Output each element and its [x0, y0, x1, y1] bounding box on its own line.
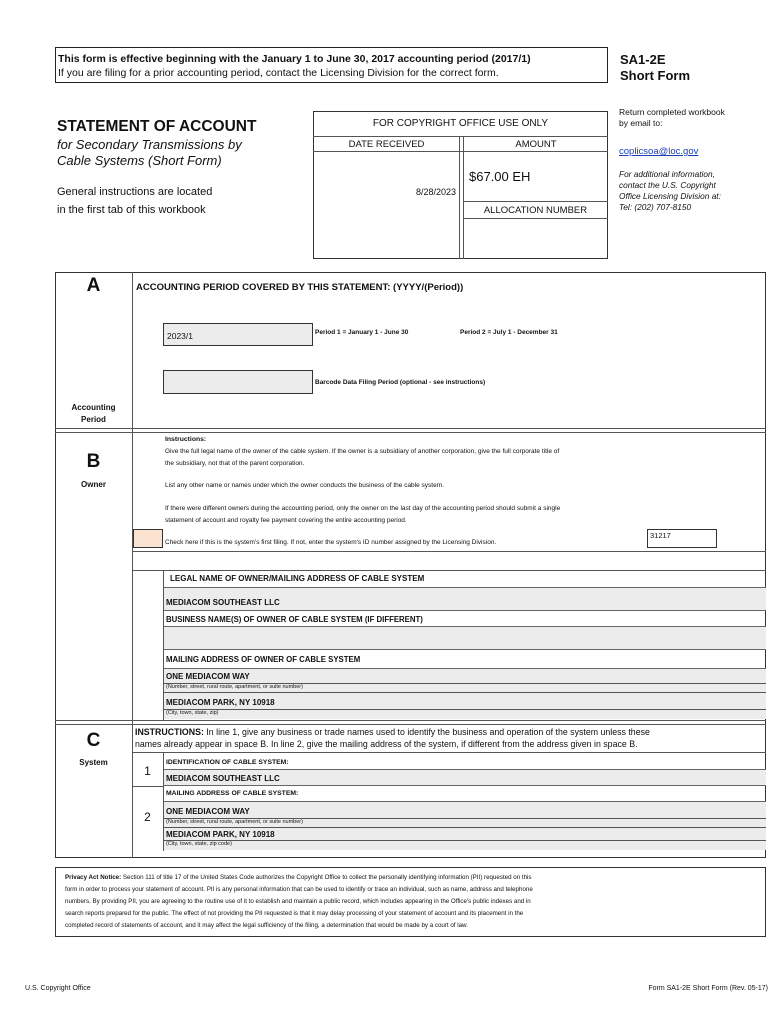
system-instructions-1: [135, 727, 650, 737]
section-a-letter: A: [86, 275, 101, 296]
allocation-number-label: ALLOCATION NUMBER: [483, 205, 588, 216]
contact-info-1: For additional information,: [619, 169, 715, 179]
system-id-value: 31217: [650, 531, 671, 540]
system-city-hint: (City, town, state, zip code): [166, 841, 232, 847]
office-use-box: [313, 111, 608, 259]
system-line-2-number: 2: [144, 810, 151, 824]
form-type: Short Form: [620, 68, 691, 83]
system-id-label: IDENTIFICATION OF CABLE SYSTEM:: [166, 759, 289, 766]
barcode-period-label: Barcode Data Filing Period (optional - see instructions): [315, 379, 486, 386]
system-city-value: MEDIACOM PARK, NY 10918: [166, 830, 275, 839]
accounting-period-value: 2023/1: [167, 331, 193, 341]
legal-name-label: LEGAL NAME OF OWNER/MAILING ADDRESS OF CABLE SYSTEM: [170, 574, 425, 583]
amount-value: $67.00 EH: [469, 169, 531, 184]
system-mailing-field[interactable]: [164, 801, 766, 850]
notice-line1: This form is effective beginning with the January 1 to June 30, 2017 accounting period (2017/1): [58, 53, 531, 65]
business-names-field[interactable]: [164, 626, 766, 650]
privacy-bold: Privacy Act Notice:: [65, 874, 122, 881]
owner-city-hint: (City, town, state, zip): [166, 710, 219, 716]
notice-line2: If you are filing for a prior accounting period, contact the Licensing Division for the correct form.: [58, 67, 499, 79]
owner-city-value: MEDIACOM PARK, NY 10918: [166, 698, 275, 707]
system-street-hint: (Number, street, rural route, apartment, or suite number): [166, 819, 303, 825]
contact-info-3: Office Licensing Division at:: [619, 191, 721, 201]
return-instructions-1: Return completed workbook: [619, 107, 725, 117]
privacy-line-5: completed record of statements of account, and it may affect the legal sufficiency of the filing, a determination that would be made by a court of law.: [65, 922, 468, 929]
date-received-label: DATE RECEIVED: [348, 139, 425, 150]
privacy-line-4: search reports prepared for the public. The effect of not providing the PII requested is that it may delay processing of your statement of account and its placement in the: [65, 910, 524, 917]
footer-right: Form SA1-2E Short Form (Rev. 05-17): [648, 985, 768, 992]
page-subtitle-2: Cable Systems (Short Form): [57, 153, 222, 168]
page-title: STATEMENT OF ACCOUNT: [57, 118, 257, 135]
owner-instructions-heading: Instructions:: [165, 436, 207, 443]
system-street-value: ONE MEDIACOM WAY: [166, 807, 250, 816]
system-instructions-text: In line 1, give any business or trade names used to identify the business and operation of the system unless these: [203, 727, 650, 737]
owner-mailing-field[interactable]: [164, 668, 766, 719]
period-1-note: Period 1 = January 1 - June 30: [315, 329, 409, 336]
owner-street-value: ONE MEDIACOM WAY: [166, 672, 250, 681]
system-id-name-value: MEDIACOM SOUTHEAST LLC: [166, 774, 280, 783]
privacy-text-1: Section 111 of title 17 of the United States Code authorizes the Copyright Office to collect the personally identifying information (PII) requested on this: [121, 874, 532, 881]
owner-instructions-2: the subsidiary, not that of the parent corporation.: [165, 460, 305, 467]
contact-info-4: Tel: (202) 707-8150: [619, 202, 692, 212]
amount-label: AMOUNT: [515, 139, 557, 150]
accounting-period-heading: ACCOUNTING PERIOD COVERED BY THIS STATEMENT: (YYYY/(Period)): [136, 282, 464, 293]
date-received-value: 8/28/2023: [415, 187, 456, 197]
business-names-label: BUSINESS NAME(S) OF OWNER OF CABLE SYSTEM (IF DIFFERENT): [166, 615, 423, 624]
privacy-line-2: form in order to process your statement of account. PII is any personal information that can be used to identify or trace an individual, such as name, address and telephone: [65, 886, 533, 893]
email-link[interactable]: coplicsoa@loc.gov: [619, 146, 699, 157]
barcode-period-input[interactable]: [163, 370, 313, 394]
section-c-label: System: [79, 758, 108, 767]
owner-street-hint: (Number, street, rural route, apartment, or suite number): [166, 684, 303, 690]
section-a-label-2: Period: [81, 415, 106, 424]
system-instructions-bold: INSTRUCTIONS:: [135, 727, 204, 737]
owner-instructions-5: statement of account and royalty fee payment covering the entire accounting period.: [165, 517, 407, 524]
general-instructions-2: in the first tab of this workbook: [57, 204, 206, 216]
section-b-letter: B: [86, 451, 101, 472]
return-instructions-2: by email to:: [619, 118, 663, 128]
owner-mailing-label: MAILING ADDRESS OF OWNER OF CABLE SYSTEM: [166, 655, 361, 664]
system-line-1-number: 1: [144, 764, 151, 778]
privacy-line-3: numbers. By providing PII, you are agreeing to the routine use of it to establish and maintain a public record, which includes appearing in the Office's public indexes and in: [65, 898, 531, 905]
office-use-heading: FOR COPYRIGHT OFFICE USE ONLY: [372, 118, 549, 129]
owner-instructions-1: Give the full legal name of the owner of the cable system. If the owner is a subsidiary of another corporation, give the full corporate title of: [165, 448, 560, 455]
form-code: SA1-2E: [620, 52, 666, 67]
page-subtitle-1: for Secondary Transmissions by: [57, 137, 242, 152]
section-b-label: Owner: [81, 480, 106, 489]
privacy-line-1: [65, 874, 532, 881]
first-filing-checkbox[interactable]: [133, 529, 163, 548]
legal-name-value: MEDIACOM SOUTHEAST LLC: [166, 598, 280, 607]
first-filing-label: Check here if this is the system's first filing. If not, enter the system's ID number assigned by the Licensing Division.: [165, 539, 497, 546]
system-mailing-label: MAILING ADDRESS OF CABLE SYSTEM:: [166, 790, 299, 797]
section-a-label-1: Accounting: [71, 403, 116, 412]
period-2-note: Period 2 = July 1 - December 31: [460, 329, 558, 336]
owner-instructions-4: If there were different owners during the accounting period, only the owner on the last day of the accounting period should submit a single: [165, 505, 561, 512]
owner-instructions-3: List any other name or names under which the owner conducts the business of the cable system.: [165, 482, 444, 489]
system-instructions-2: names already appear in space B. In line 2, give the mailing address of the system, if different from the address given in space B.: [135, 739, 638, 749]
footer-left: U.S. Copyright Office: [25, 985, 91, 992]
general-instructions-1: General instructions are located: [57, 186, 213, 198]
section-c-letter: C: [86, 730, 101, 751]
contact-info-2: contact the U.S. Copyright: [619, 180, 716, 190]
